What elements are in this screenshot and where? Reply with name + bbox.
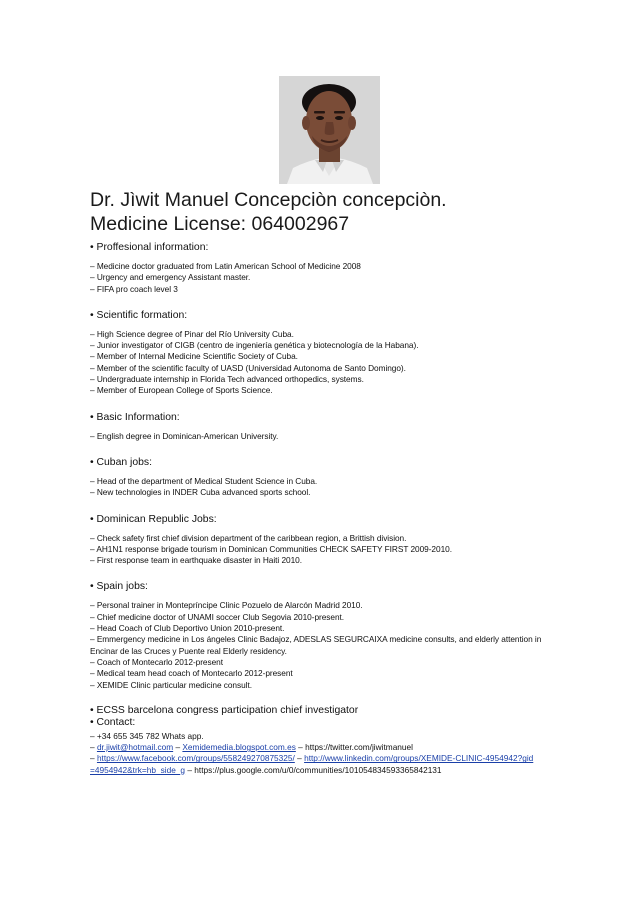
- twitter-url: https://twitter.com/jiwitmanuel: [305, 742, 413, 753]
- dash: –: [90, 753, 95, 764]
- list-item: – High Science degree of Pinar del Río University Cuba.: [90, 328, 294, 339]
- section-list: [90, 431, 552, 442]
- medicine-license: Medicine License: 064002967: [90, 213, 350, 235]
- list-item: – Medical team head coach of Montecarlo 2012-present: [90, 668, 293, 679]
- list-item: – Emmergency medicine in Los ángeles Clinic Badajoz, ADESLAS SEGURCAIXA medicine consults, and elderly attention in Encinar de las Cruces y Puente real Elderly residency.: [90, 634, 542, 656]
- section-spain-jobs: [90, 580, 552, 690]
- section-professional-information: [90, 241, 552, 295]
- list-item: – Junior investigator of CIGB (centro de ingeniería genética y biotecnología de la Habana).: [90, 340, 419, 351]
- section-basic-information: [90, 411, 552, 442]
- section-heading: • Scientific formation:: [90, 309, 188, 321]
- section-heading: • Basic Information:: [90, 411, 180, 423]
- dash: –: [187, 764, 192, 775]
- facebook-link[interactable]: https://www.facebook.com/groups/558249270875325/: [96, 753, 295, 764]
- googleplus-url: https://plus.google.com/u/0/communities/101054834593365842131: [194, 764, 442, 775]
- section-list: [90, 476, 552, 499]
- dash: –: [297, 753, 302, 764]
- list-item: – FIFA pro coach level 3: [90, 283, 178, 294]
- contact-heading: • Contact:: [90, 717, 136, 729]
- list-item: – Head of the department of Medical Student Science in Cuba.: [90, 475, 318, 486]
- list-item: – Personal trainer in Montepríncipe Clinic Pozuelo de Alarcón Madrid 2010.: [90, 600, 363, 611]
- list-item: – AH1N1 response brigade tourism in Dominican Communities CHECK SAFETY FIRST 2009-2010.: [90, 543, 452, 554]
- dash: –: [175, 742, 181, 753]
- dash: –: [298, 742, 303, 753]
- linkedin-link[interactable]: http://www.linkedin.com/groups/XEMIDE-CLINIC-4954942?gid=4954942&trk=hb_side_g: [90, 753, 534, 775]
- list-item: – Member of Internal Medicine Scientific Society of Cuba.: [90, 351, 298, 362]
- doctor-name: Dr. Jìwit Manuel Concepciòn concepciòn.: [90, 189, 447, 211]
- section-list: [90, 533, 552, 567]
- section-heading: • Dominican Republic Jobs:: [90, 513, 217, 525]
- list-item: – Coach of Montecarlo 2012-present: [90, 656, 223, 667]
- section-list: [90, 329, 552, 397]
- contact-links-line: [90, 742, 552, 753]
- profile-photo-image: [279, 76, 380, 184]
- list-item: – XEMIDE Clinic particular medicine consult.: [90, 679, 252, 690]
- list-item: – New technologies in INDER Cuba advanced sports school.: [90, 487, 311, 498]
- contact-phone: – +34 655 345 782 Whats app.: [90, 730, 204, 741]
- list-item: – Urgency and emergency Assistant master.: [90, 272, 251, 283]
- email-link[interactable]: dr.jiwit@hotmail.com: [96, 742, 174, 753]
- section-scientific-formation: [90, 309, 552, 397]
- section-list: [90, 600, 552, 690]
- contact-social-line: [90, 753, 538, 776]
- section-heading: • Spain jobs:: [90, 581, 148, 593]
- dash: –: [90, 742, 95, 753]
- list-item: – Head Coach of Club Deportivo Union 2010-present.: [90, 623, 285, 634]
- profile-photo: [279, 76, 380, 184]
- list-item: – Chief medicine doctor of UNAMI soccer Club Segovia 2010-present.: [90, 611, 345, 622]
- section-list: [90, 261, 552, 295]
- ecss-line: • ECSS barcelona congress participation chief investigator: [90, 704, 359, 716]
- list-item: – Check safety first chief division department of the caribbean region, a Brittish division.: [90, 532, 407, 543]
- list-item: – First response team in earthquake disaster in Haiti 2010.: [90, 555, 302, 566]
- section-cuban-jobs: [90, 456, 552, 499]
- section-heading: • Cuban jobs:: [90, 456, 152, 468]
- list-item: – Member of the scientific faculty of UASD (Universidad Autonoma de Santo Domingo).: [90, 362, 406, 373]
- list-item: – Medicine doctor graduated from Latin American School of Medicine 2008: [90, 261, 361, 271]
- list-item: – Member of European College of Sports Science.: [90, 385, 273, 396]
- blog-link[interactable]: Xemidemedia.blogspot.com.es: [182, 742, 296, 753]
- section-contact: [90, 705, 552, 776]
- section-dominican-republic-jobs: [90, 513, 552, 567]
- list-item: – Undergraduate internship in Florida Tech advanced orthopedics, systems.: [90, 374, 364, 385]
- cv-content: [90, 241, 552, 776]
- list-item: – English degree in Dominican-American University.: [90, 430, 279, 441]
- section-heading: • Proffesional information:: [90, 242, 209, 253]
- contact-list: [90, 731, 552, 776]
- document-title: [90, 188, 610, 236]
